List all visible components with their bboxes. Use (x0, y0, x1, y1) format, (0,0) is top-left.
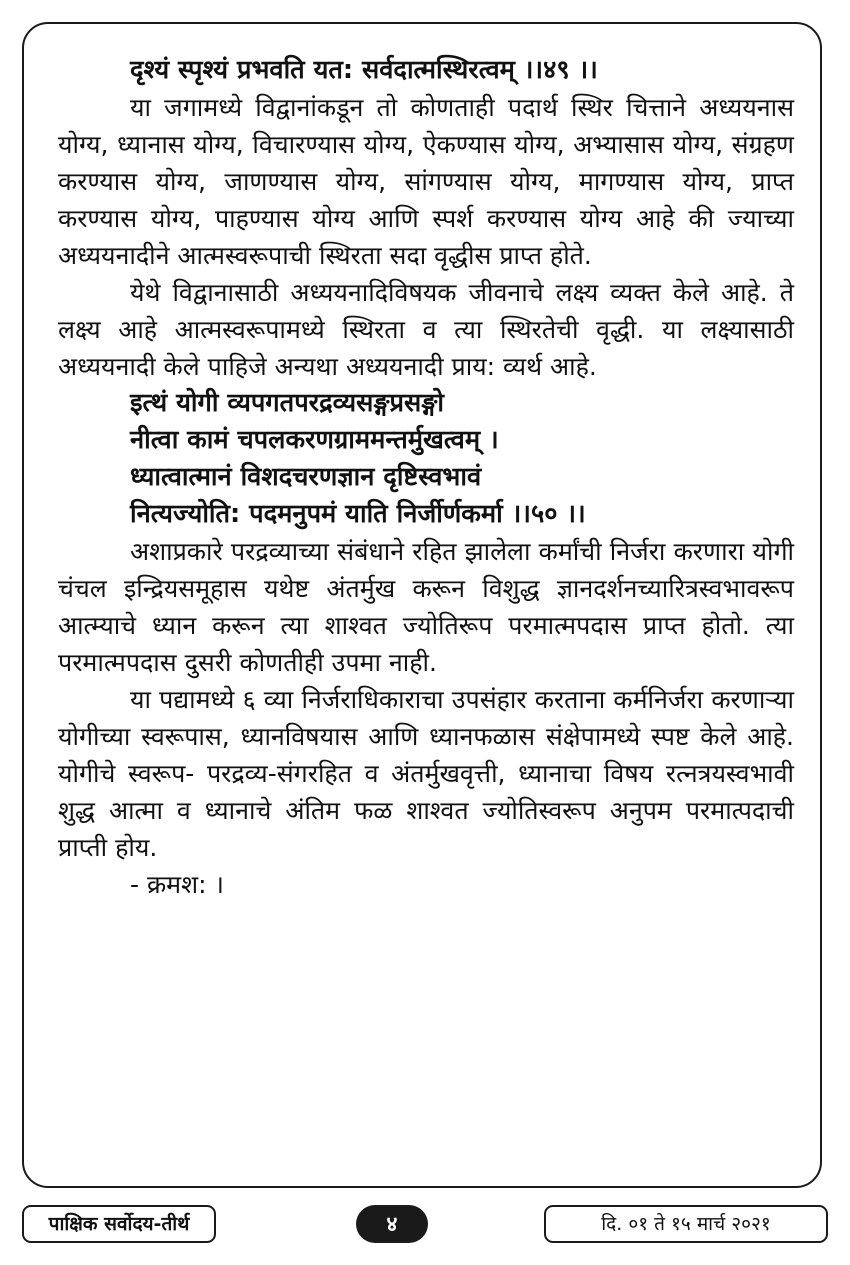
verse-49: दृश्यं स्पृश्यं प्रभवति यत: सर्वदात्मस्थिरत्वम् ।।४९ ।। (130, 55, 598, 85)
publication-name: पाक्षिक सर्वोदय-तीर्थ (22, 1205, 216, 1243)
page-number-badge: ४ (356, 1205, 428, 1243)
verse-50-line-3: ध्यात्वात्मानं विशदचरणज्ञान दृष्टिस्वभावं (130, 462, 482, 492)
paragraph-3: अशाप्रकारे परद्रव्याच्या संबंधाने रहित झालेला कर्मांची निर्जरा करणारा योगी चंचल इन्द्रियसमूहास यथेष्ट अंतर्मुख करून विशुद्ध ज्ञानदर्शनच्यारित्रस्वभावरूप आत्म्याचे ध्यान करून त्या शाश्वत ज्योतिरूप परमात्मपदास प्राप्त होतो. त्या परमात्मपदास दुसरी कोणतीही उपमा नाही. (58, 537, 794, 677)
verse-50-line-2: नीत्वा कामं चपलकरणग्राममन्तर्मुखत्वम् । (130, 425, 499, 455)
verse-50 (58, 385, 794, 533)
continued-note: - क्रमश: । (130, 870, 224, 899)
issue-date: दि. ०१ ते १५ मार्च २०२१ (544, 1205, 828, 1243)
verse-50-line-1: इत्थं योगी व्यपगतपरद्रव्यसङ्गप्रसङ्गो (130, 388, 445, 418)
paragraph-2: येथे विद्वानासाठी अध्ययनादिविषयक जीवनाचे लक्ष्य व्यक्त केले आहे. ते लक्ष्य आहे आत्मस्वरूपामध्ये स्थिरता व त्या स्थिरतेची वृद्धी. या लक्ष्यासाठी अध्ययनादी केले पाहिजे अन्यथा अध्ययनादी प्राय: व्यर्थ आहे. (58, 278, 794, 381)
article-body (58, 52, 794, 903)
verse-50-line-4: नित्यज्योति: पदमनुपमं याति निर्जीर्णकर्मा ।।५० ।। (130, 499, 586, 529)
paragraph-1: या जगामध्ये विद्वानांकडून तो कोणताही पदार्थ स्थिर चित्ताने अध्ययनास योग्य, ध्यानास योग्य, विचारण्यास योग्य, ऐकण्यास योग्य, अभ्यासास योग्य, संग्रहण करण्यास योग्य, जाणण्यास योग्य, सांगण्यास योग्य, मागण्यास योग्य, प्राप्त करण्यास योग्य, पाहण्यास योग्य आणि स्पर्श करण्यास योग्य आहे की ज्याच्या अध्ययनादीने आत्मस्वरूपाची स्थिरता सदा वृद्धीस प्राप्त होते. (58, 93, 794, 270)
paragraph-4: या पद्यामध्ये ६ व्या निर्जराधिकाराचा उपसंहार करताना कर्मनिर्जरा करणाऱ्या योगीच्या स्वरूपास, ध्यानविषयास आणि ध्यानफळास संक्षेपामध्ये स्पष्ट केले आहे. योगीचे स्वरूप- परद्रव्य-संगरहित व अंतर्मुखवृत्ती, ध्यानाचा विषय रत्नत्रयस्वभावी शुद्ध आत्मा व ध्यानाचे अंतिम फळ शाश्वत ज्योतिस्वरूप अनुपम परमात्पदाची प्राप्ती होय. (58, 685, 794, 862)
